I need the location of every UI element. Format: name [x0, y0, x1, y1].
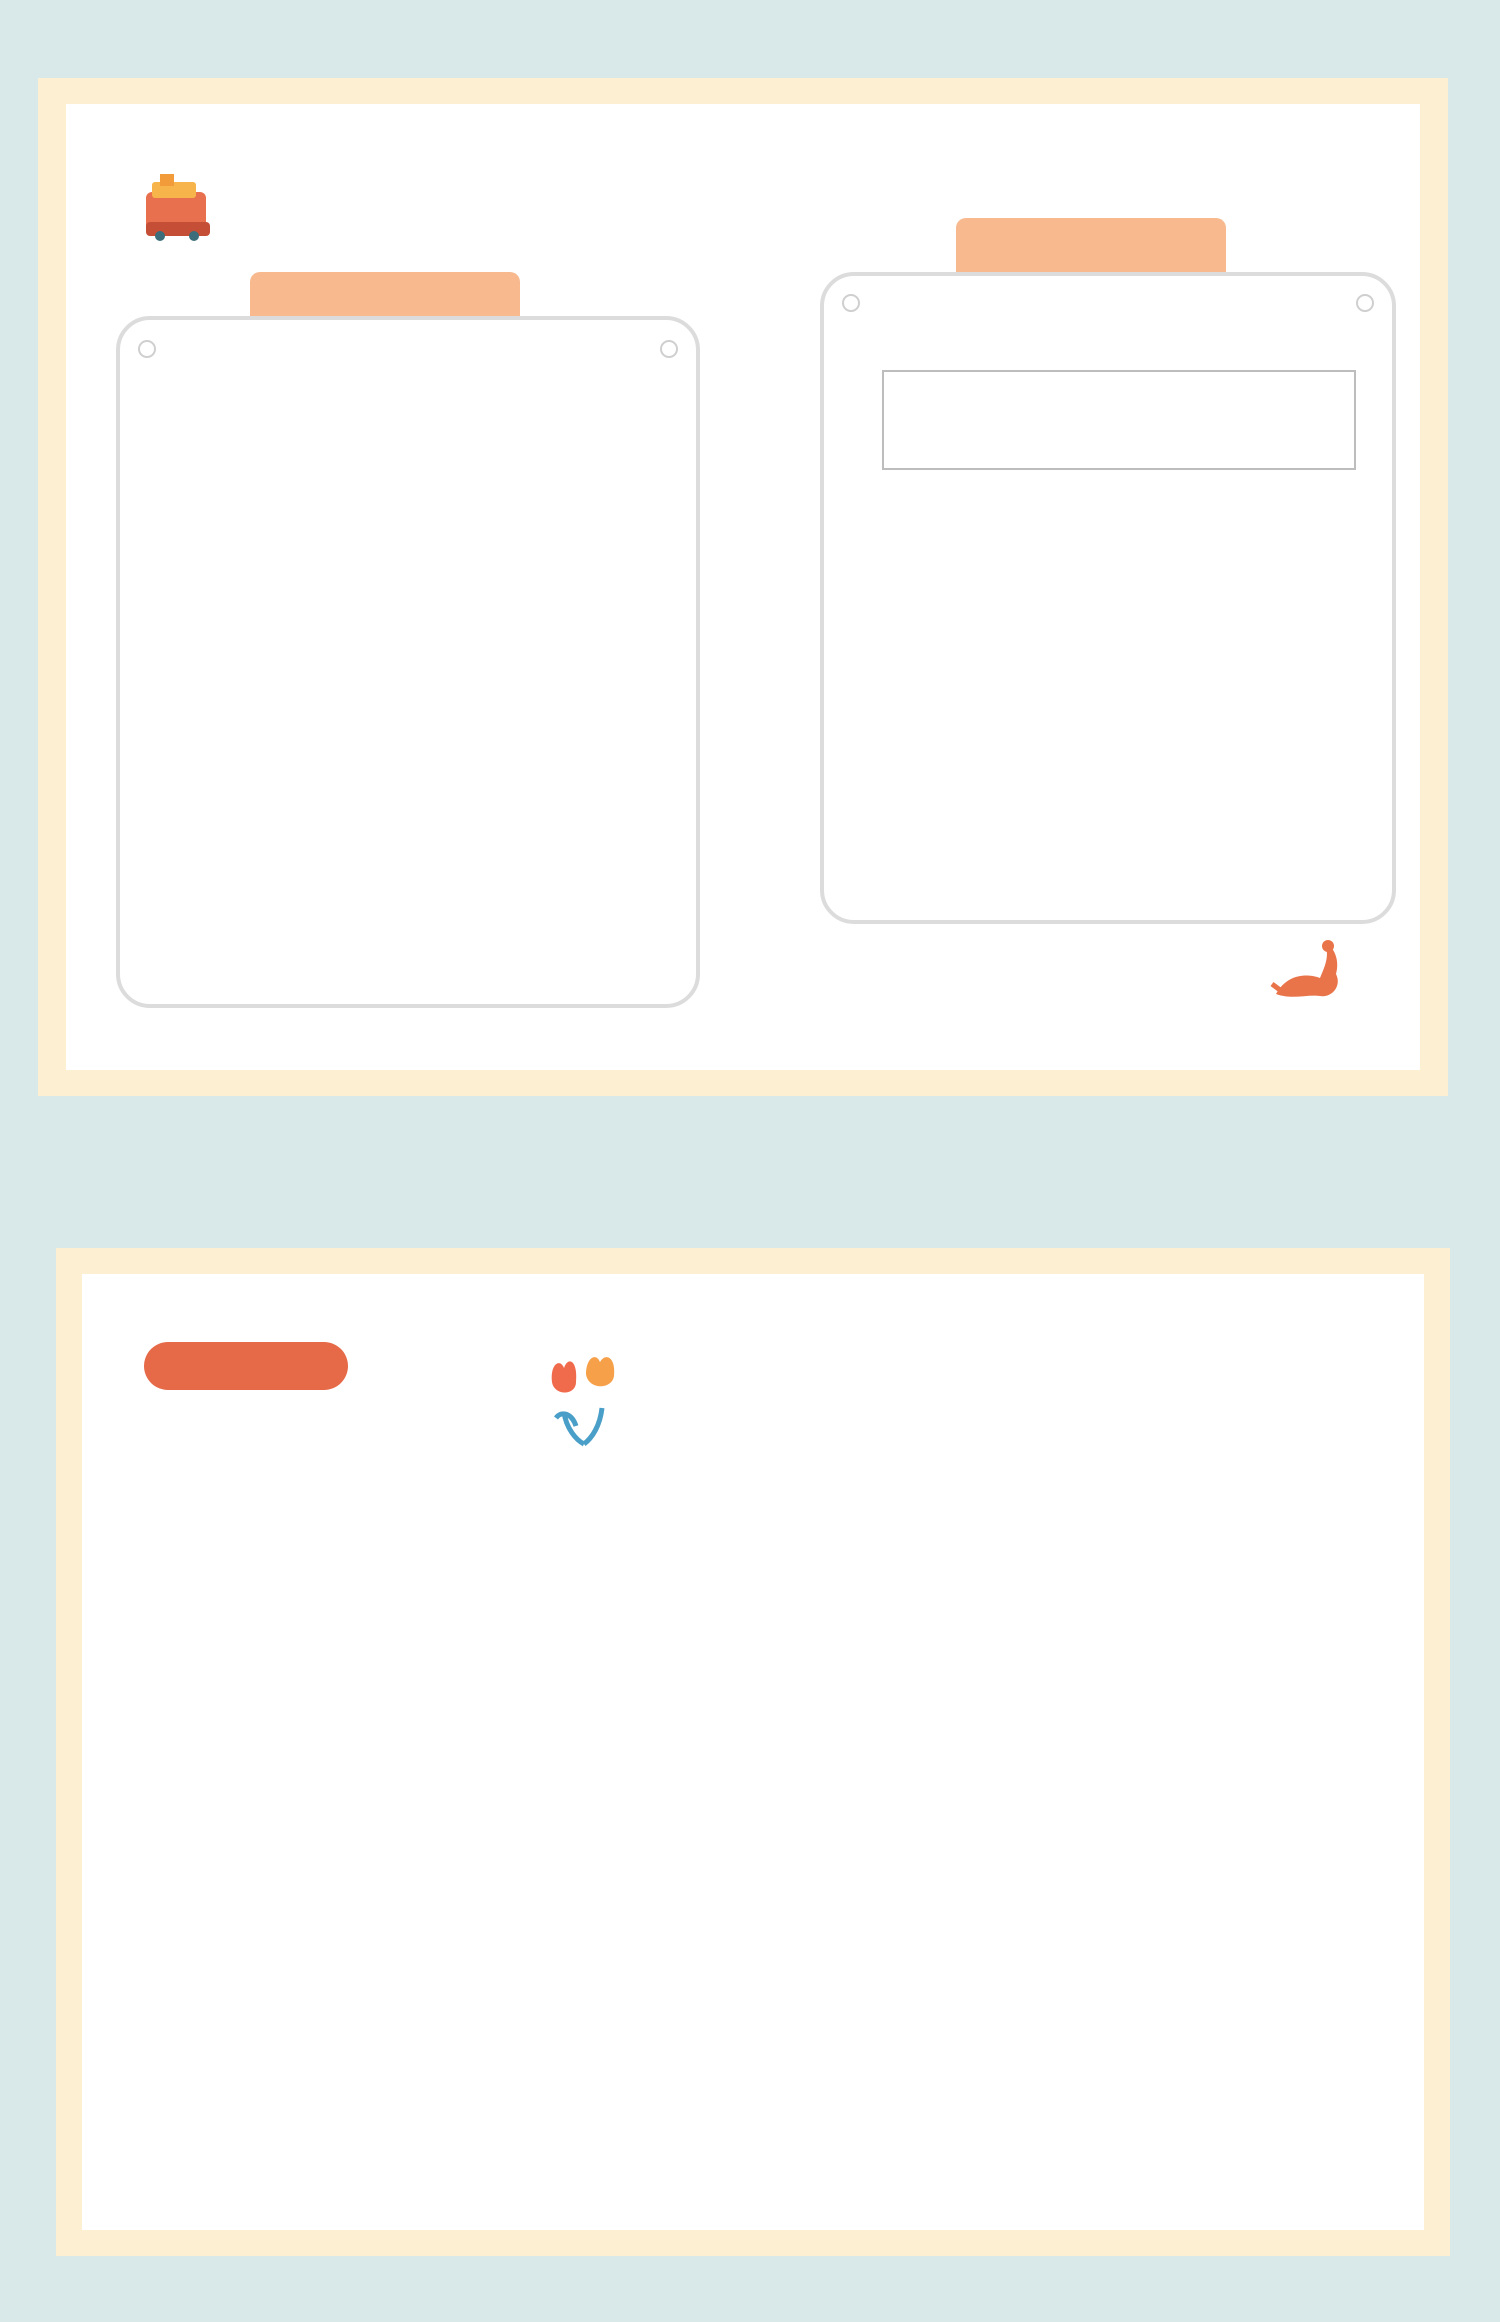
card-hole-icon: [842, 294, 860, 312]
cat-icon: [1270, 934, 1346, 1008]
card-hole-icon: [1356, 294, 1374, 312]
vocab-input-box[interactable]: [882, 370, 1356, 470]
section2-heading: [144, 1342, 348, 1390]
card-hole-icon: [138, 340, 156, 358]
zigzag-top: [38, 96, 1448, 110]
card1-tab: [250, 272, 520, 318]
spread-reading-accumulation: [38, 78, 1448, 1096]
tulip-icon: [546, 1352, 622, 1448]
card-hole-icon: [660, 340, 678, 358]
reading-card-2: [820, 272, 1396, 924]
reading-card-1: [116, 316, 700, 1008]
card2-tab: [956, 218, 1226, 274]
page-paper: [82, 1274, 1424, 2230]
book-stack-icon: [140, 170, 216, 242]
spread-reading-test: [56, 1248, 1450, 2256]
